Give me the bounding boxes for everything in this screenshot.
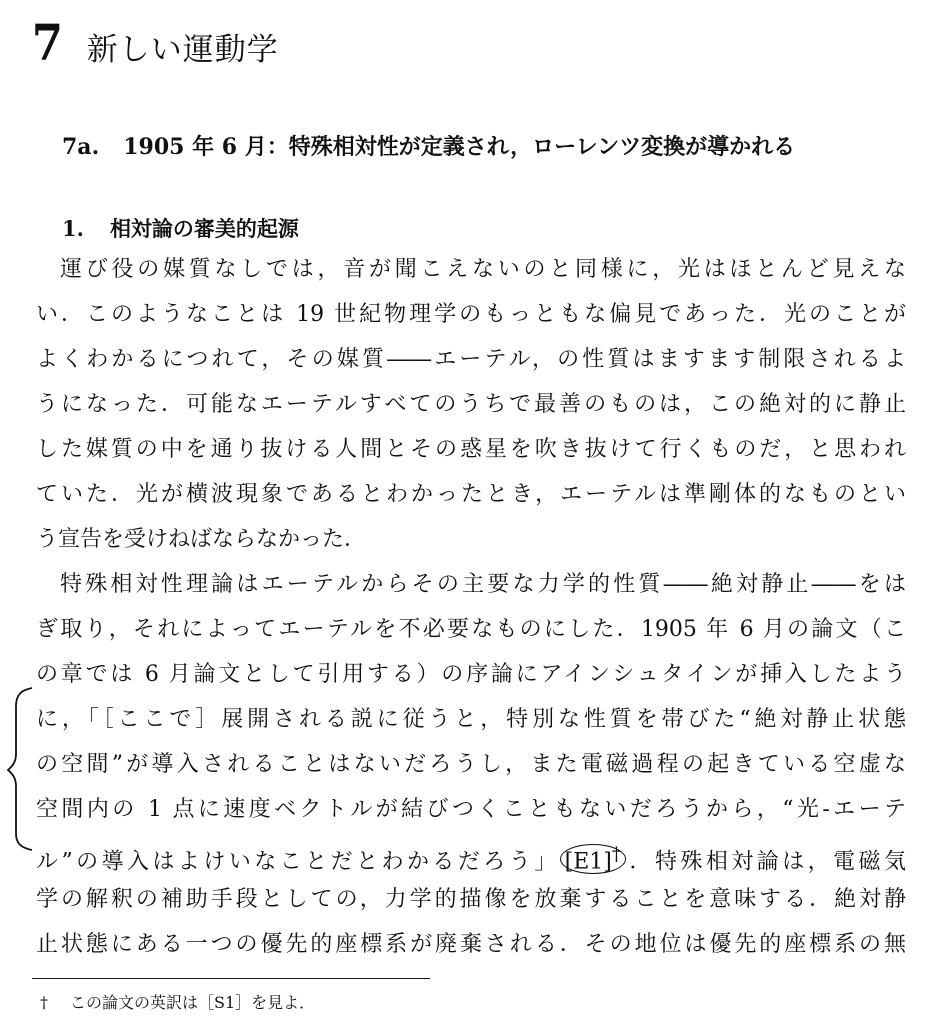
footnote bbox=[40, 990, 315, 1013]
body-line: の章では 6 月論文として引用する）の序論にアインシュタインが挿入したよう bbox=[36, 662, 906, 687]
section-heading bbox=[62, 130, 795, 161]
body-line: 運び役の媒質なしでは，音が聞こえないのと同様に，光はほとんど見えな bbox=[60, 257, 906, 282]
footnote-marker: † bbox=[40, 993, 48, 1012]
body-line: した媒質の中を通り抜ける人間とその惑星を吹き抜けて行くものだ，と思われ bbox=[36, 437, 906, 462]
footnote-text: この論文の英訳は［S1］を見よ． bbox=[70, 993, 316, 1012]
body-line: 特殊相対性理論はエーテルからその主要な力学的性質――絶対静止――をは bbox=[60, 572, 906, 597]
reference-label: [E1] bbox=[564, 849, 612, 875]
footnote-dagger: † bbox=[611, 844, 622, 865]
body-line: う宣告を受けねばならなかった． bbox=[36, 527, 367, 552]
body-line: の空間”が導入されることはないだろうし，また電磁過程の起きている空虚な bbox=[36, 752, 906, 777]
body-line-with-reference bbox=[36, 844, 906, 874]
body-line: ぎ取り，それによってエーテルを不必要なものにした．1905 年 6 月の論文（こ bbox=[36, 617, 906, 642]
chapter-heading bbox=[30, 13, 279, 72]
section-number: 7a. bbox=[62, 134, 100, 160]
subsection-heading bbox=[62, 213, 299, 243]
body-line: ていた．光が横波現象であるとわかったとき，エーテルは準剛体的なものとい bbox=[36, 482, 906, 507]
body-line: に，「［ここで］展開される説に従うと，特別な性質を帯びた“絶対静止状態 bbox=[36, 707, 906, 732]
body-text: ル”の導入はよけいなことだとわかるだろう」 bbox=[36, 849, 560, 875]
section-title: 1905 年 6 月：特殊相対性が定義され，ローレンツ変換が導かれる bbox=[123, 134, 796, 160]
body-line: 空間内の 1 点に速度ベクトルが結びつくこともないだろうから，“光-エーテ bbox=[36, 797, 906, 822]
chapter-title: 新しい運動学 bbox=[86, 32, 279, 68]
body-line: 学の解釈の補助手段としての，力学的描像を放棄することを意味する．絶対静 bbox=[36, 887, 906, 912]
reference-marker bbox=[560, 844, 626, 874]
subsection-title: 相対論の審美的起源 bbox=[109, 216, 299, 241]
body-line: 止状態にある一つの優先的座標系が廃棄される．その地位は優先的座標系の無 bbox=[36, 932, 906, 957]
body-line: よくわかるにつれて，その媒質――エーテル，の性質はますます制限されるよ bbox=[36, 347, 906, 372]
footnote-divider bbox=[32, 978, 430, 979]
chapter-number: 7 bbox=[31, 13, 64, 72]
body-text: ．特殊相対論は，電磁気 bbox=[626, 849, 906, 875]
margin-bracket-mark bbox=[6, 684, 36, 854]
body-line: い．このようなことは 19 世紀物理学のもっともな偏見であった．光のことが bbox=[36, 302, 906, 327]
subsection-number: 1. bbox=[62, 216, 84, 241]
body-line: うになった．可能なエーテルすべてのうちで最善のものは，この絶対的に静止 bbox=[36, 392, 906, 417]
